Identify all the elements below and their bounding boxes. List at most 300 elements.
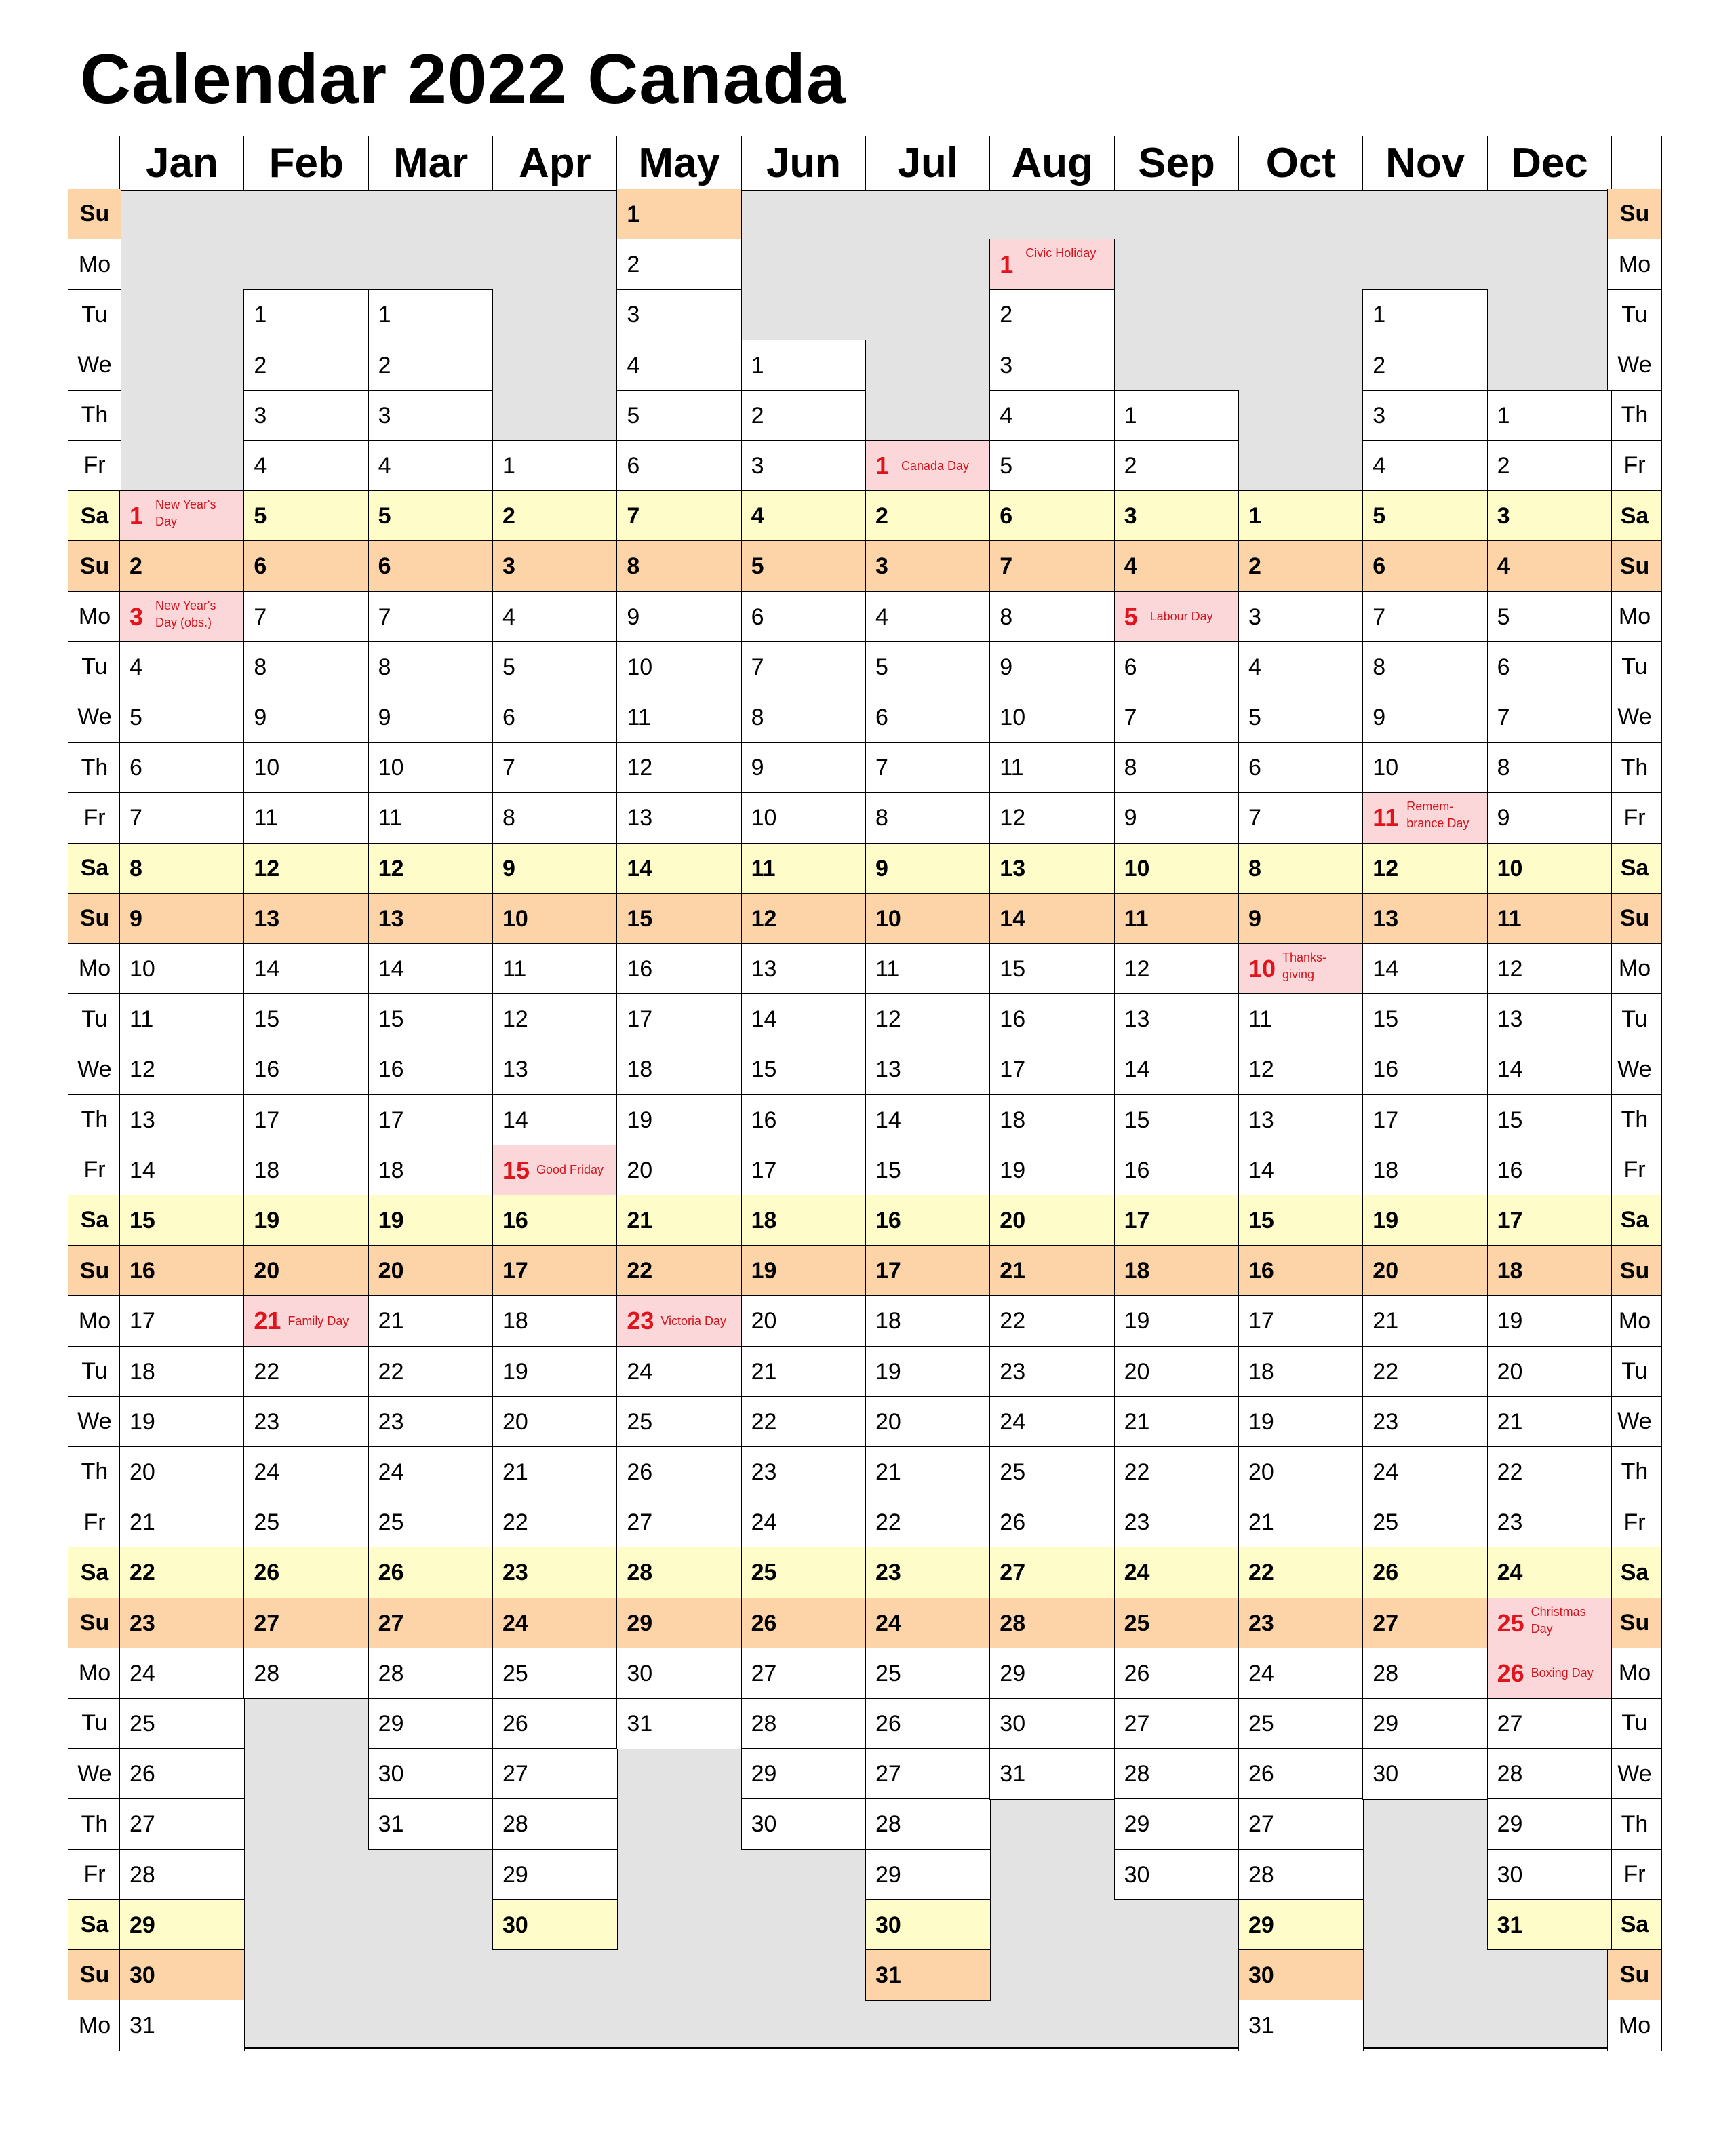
day-cell[interactable] xyxy=(865,1698,991,1749)
day-cell[interactable] xyxy=(1238,1949,1364,2001)
day-cell[interactable] xyxy=(1238,1396,1364,1448)
day-cell[interactable] xyxy=(1114,1648,1240,1699)
day-cell[interactable] xyxy=(616,993,742,1045)
day-cell[interactable] xyxy=(368,340,494,391)
day-cell[interactable] xyxy=(492,1598,618,1649)
day-cell[interactable] xyxy=(119,1798,245,1850)
day-cell[interactable] xyxy=(368,591,494,643)
day-cell[interactable] xyxy=(741,641,867,693)
day-cell[interactable] xyxy=(492,1195,618,1246)
day-cell[interactable] xyxy=(368,893,494,945)
day-cell[interactable] xyxy=(119,893,245,945)
day-cell[interactable] xyxy=(865,1245,991,1296)
day-cell[interactable] xyxy=(989,289,1115,340)
day-cell[interactable] xyxy=(616,490,742,542)
day-cell[interactable] xyxy=(368,792,494,844)
day-cell[interactable] xyxy=(368,692,494,743)
day-cell[interactable] xyxy=(368,1295,494,1347)
day-cell[interactable] xyxy=(119,843,245,894)
day-cell[interactable] xyxy=(1114,1295,1240,1347)
holiday-cell[interactable] xyxy=(119,591,245,643)
day-cell[interactable] xyxy=(1362,490,1488,542)
day-cell[interactable] xyxy=(616,1648,742,1699)
day-cell[interactable] xyxy=(865,843,991,894)
day-cell[interactable] xyxy=(243,1346,369,1398)
day-cell[interactable] xyxy=(492,1899,618,1951)
day-cell[interactable] xyxy=(741,340,867,391)
day-cell[interactable] xyxy=(1362,340,1488,391)
day-cell[interactable] xyxy=(492,641,618,693)
day-cell[interactable] xyxy=(741,1346,867,1398)
day-cell[interactable] xyxy=(1238,1044,1364,1095)
day-cell[interactable] xyxy=(243,1497,369,1548)
day-cell[interactable] xyxy=(1114,390,1240,441)
day-cell[interactable] xyxy=(119,993,245,1045)
day-cell[interactable] xyxy=(865,943,991,995)
day-cell[interactable] xyxy=(616,1195,742,1246)
day-cell[interactable] xyxy=(989,742,1115,793)
day-cell[interactable] xyxy=(989,1598,1115,1649)
day-cell[interactable] xyxy=(492,1798,618,1850)
day-cell[interactable] xyxy=(368,289,494,340)
day-cell[interactable] xyxy=(741,1497,867,1548)
day-cell[interactable] xyxy=(243,893,369,945)
day-cell[interactable] xyxy=(865,1648,991,1699)
day-cell[interactable] xyxy=(1114,1044,1240,1095)
day-cell[interactable] xyxy=(1362,742,1488,793)
day-cell[interactable] xyxy=(989,340,1115,391)
day-cell[interactable] xyxy=(119,1145,245,1196)
day-cell[interactable] xyxy=(989,1547,1115,1598)
day-cell[interactable] xyxy=(989,1648,1115,1699)
holiday-cell[interactable] xyxy=(1114,591,1240,643)
day-cell[interactable] xyxy=(1362,1044,1488,1095)
day-cell[interactable] xyxy=(119,1497,245,1548)
day-cell[interactable] xyxy=(1114,843,1240,894)
day-cell[interactable] xyxy=(119,1396,245,1448)
day-cell[interactable] xyxy=(368,1598,494,1649)
day-cell[interactable] xyxy=(616,1346,742,1398)
day-cell[interactable] xyxy=(865,490,991,542)
day-cell[interactable] xyxy=(616,591,742,643)
day-cell[interactable] xyxy=(119,1849,245,1901)
day-cell[interactable] xyxy=(1238,641,1364,693)
day-cell[interactable] xyxy=(1114,540,1240,592)
day-cell[interactable] xyxy=(119,2000,245,2051)
day-cell[interactable] xyxy=(368,1698,494,1749)
day-cell[interactable] xyxy=(243,1094,369,1146)
day-cell[interactable] xyxy=(1238,1648,1364,1699)
holiday-cell[interactable] xyxy=(119,490,245,542)
day-cell[interactable] xyxy=(1238,1195,1364,1246)
holiday-cell[interactable] xyxy=(616,1295,742,1347)
day-cell[interactable] xyxy=(492,540,618,592)
day-cell[interactable] xyxy=(1487,1044,1613,1095)
day-cell[interactable] xyxy=(1114,1849,1240,1901)
day-cell[interactable] xyxy=(243,1446,369,1498)
day-cell[interactable] xyxy=(1487,440,1613,492)
day-cell[interactable] xyxy=(741,1245,867,1296)
day-cell[interactable] xyxy=(616,1446,742,1498)
day-cell[interactable] xyxy=(492,993,618,1045)
day-cell[interactable] xyxy=(1487,993,1613,1045)
day-cell[interactable] xyxy=(865,1798,991,1850)
day-cell[interactable] xyxy=(1487,1899,1613,1951)
day-cell[interactable] xyxy=(616,189,742,240)
day-cell[interactable] xyxy=(1238,692,1364,743)
day-cell[interactable] xyxy=(1362,993,1488,1045)
day-cell[interactable] xyxy=(1114,1145,1240,1196)
day-cell[interactable] xyxy=(243,742,369,793)
day-cell[interactable] xyxy=(1238,1849,1364,1901)
day-cell[interactable] xyxy=(119,1245,245,1296)
day-cell[interactable] xyxy=(1487,1849,1613,1901)
day-cell[interactable] xyxy=(1487,1094,1613,1146)
day-cell[interactable] xyxy=(243,943,369,995)
day-cell[interactable] xyxy=(616,641,742,693)
day-cell[interactable] xyxy=(368,490,494,542)
day-cell[interactable] xyxy=(368,1396,494,1448)
day-cell[interactable] xyxy=(989,993,1115,1045)
day-cell[interactable] xyxy=(1114,490,1240,542)
day-cell[interactable] xyxy=(1238,1698,1364,1749)
day-cell[interactable] xyxy=(616,943,742,995)
day-cell[interactable] xyxy=(1362,390,1488,441)
day-cell[interactable] xyxy=(119,1698,245,1749)
day-cell[interactable] xyxy=(1114,893,1240,945)
day-cell[interactable] xyxy=(741,943,867,995)
day-cell[interactable] xyxy=(616,340,742,391)
day-cell[interactable] xyxy=(1114,1094,1240,1146)
day-cell[interactable] xyxy=(741,692,867,743)
day-cell[interactable] xyxy=(119,540,245,592)
day-cell[interactable] xyxy=(1487,1245,1613,1296)
day-cell[interactable] xyxy=(1238,1748,1364,1800)
day-cell[interactable] xyxy=(492,1446,618,1498)
day-cell[interactable] xyxy=(865,1044,991,1095)
day-cell[interactable] xyxy=(243,289,369,340)
day-cell[interactable] xyxy=(368,1346,494,1398)
day-cell[interactable] xyxy=(1487,792,1613,844)
day-cell[interactable] xyxy=(119,1949,245,2001)
day-cell[interactable] xyxy=(741,440,867,492)
day-cell[interactable] xyxy=(119,742,245,793)
day-cell[interactable] xyxy=(243,1044,369,1095)
day-cell[interactable] xyxy=(865,591,991,643)
day-cell[interactable] xyxy=(119,1648,245,1699)
day-cell[interactable] xyxy=(989,893,1115,945)
day-cell[interactable] xyxy=(616,1547,742,1598)
day-cell[interactable] xyxy=(989,641,1115,693)
day-cell[interactable] xyxy=(1487,1346,1613,1398)
day-cell[interactable] xyxy=(989,1195,1115,1246)
day-cell[interactable] xyxy=(741,1195,867,1246)
day-cell[interactable] xyxy=(1362,1245,1488,1296)
day-cell[interactable] xyxy=(865,1346,991,1398)
day-cell[interactable] xyxy=(1487,692,1613,743)
day-cell[interactable] xyxy=(989,1346,1115,1398)
day-cell[interactable] xyxy=(1487,1497,1613,1548)
day-cell[interactable] xyxy=(865,1195,991,1246)
day-cell[interactable] xyxy=(1487,1396,1613,1448)
day-cell[interactable] xyxy=(368,1145,494,1196)
day-cell[interactable] xyxy=(1362,641,1488,693)
day-cell[interactable] xyxy=(865,742,991,793)
day-cell[interactable] xyxy=(989,1044,1115,1095)
day-cell[interactable] xyxy=(741,540,867,592)
day-cell[interactable] xyxy=(616,289,742,340)
day-cell[interactable] xyxy=(1238,742,1364,793)
day-cell[interactable] xyxy=(865,1849,991,1901)
day-cell[interactable] xyxy=(616,692,742,743)
day-cell[interactable] xyxy=(368,943,494,995)
day-cell[interactable] xyxy=(865,893,991,945)
day-cell[interactable] xyxy=(368,1446,494,1498)
day-cell[interactable] xyxy=(1114,641,1240,693)
day-cell[interactable] xyxy=(1238,843,1364,894)
day-cell[interactable] xyxy=(243,591,369,643)
holiday-cell[interactable] xyxy=(865,440,991,492)
day-cell[interactable] xyxy=(368,641,494,693)
day-cell[interactable] xyxy=(1362,440,1488,492)
day-cell[interactable] xyxy=(1362,1195,1488,1246)
day-cell[interactable] xyxy=(616,1094,742,1146)
day-cell[interactable] xyxy=(492,1698,618,1749)
day-cell[interactable] xyxy=(1362,1547,1488,1598)
day-cell[interactable] xyxy=(1238,591,1364,643)
day-cell[interactable] xyxy=(616,1698,742,1749)
day-cell[interactable] xyxy=(119,1547,245,1598)
day-cell[interactable] xyxy=(989,1145,1115,1196)
day-cell[interactable] xyxy=(368,1195,494,1246)
day-cell[interactable] xyxy=(119,1346,245,1398)
day-cell[interactable] xyxy=(989,440,1115,492)
day-cell[interactable] xyxy=(1362,1346,1488,1398)
day-cell[interactable] xyxy=(1362,1648,1488,1699)
day-cell[interactable] xyxy=(243,1648,369,1699)
day-cell[interactable] xyxy=(741,1446,867,1498)
day-cell[interactable] xyxy=(989,390,1115,441)
day-cell[interactable] xyxy=(1487,1748,1613,1800)
day-cell[interactable] xyxy=(1238,540,1364,592)
day-cell[interactable] xyxy=(616,1245,742,1296)
day-cell[interactable] xyxy=(865,1949,991,2001)
day-cell[interactable] xyxy=(243,1195,369,1246)
day-cell[interactable] xyxy=(616,742,742,793)
day-cell[interactable] xyxy=(1238,1547,1364,1598)
day-cell[interactable] xyxy=(741,591,867,643)
day-cell[interactable] xyxy=(1114,943,1240,995)
day-cell[interactable] xyxy=(119,1295,245,1347)
day-cell[interactable] xyxy=(1487,1145,1613,1196)
day-cell[interactable] xyxy=(243,792,369,844)
day-cell[interactable] xyxy=(243,1396,369,1448)
day-cell[interactable] xyxy=(865,1295,991,1347)
day-cell[interactable] xyxy=(492,843,618,894)
day-cell[interactable] xyxy=(989,1245,1115,1296)
holiday-cell[interactable] xyxy=(989,239,1115,290)
day-cell[interactable] xyxy=(616,1044,742,1095)
day-cell[interactable] xyxy=(616,1396,742,1448)
day-cell[interactable] xyxy=(243,641,369,693)
day-cell[interactable] xyxy=(1114,792,1240,844)
day-cell[interactable] xyxy=(741,1748,867,1800)
day-cell[interactable] xyxy=(119,641,245,693)
day-cell[interactable] xyxy=(1362,289,1488,340)
day-cell[interactable] xyxy=(616,440,742,492)
day-cell[interactable] xyxy=(1238,1295,1364,1347)
day-cell[interactable] xyxy=(865,1547,991,1598)
day-cell[interactable] xyxy=(616,239,742,290)
day-cell[interactable] xyxy=(741,1698,867,1749)
day-cell[interactable] xyxy=(492,440,618,492)
day-cell[interactable] xyxy=(119,1446,245,1498)
day-cell[interactable] xyxy=(1114,1698,1240,1749)
day-cell[interactable] xyxy=(616,792,742,844)
day-cell[interactable] xyxy=(1487,540,1613,592)
day-cell[interactable] xyxy=(1487,1698,1613,1749)
day-cell[interactable] xyxy=(1114,1396,1240,1448)
day-cell[interactable] xyxy=(989,540,1115,592)
day-cell[interactable] xyxy=(1114,1346,1240,1398)
day-cell[interactable] xyxy=(492,1547,618,1598)
day-cell[interactable] xyxy=(119,1094,245,1146)
day-cell[interactable] xyxy=(243,843,369,894)
day-cell[interactable] xyxy=(243,1547,369,1598)
day-cell[interactable] xyxy=(492,1849,618,1901)
day-cell[interactable] xyxy=(368,1497,494,1548)
day-cell[interactable] xyxy=(368,1748,494,1800)
holiday-cell[interactable] xyxy=(243,1295,369,1347)
day-cell[interactable] xyxy=(1114,1446,1240,1498)
day-cell[interactable] xyxy=(1238,2000,1364,2051)
day-cell[interactable] xyxy=(1238,1245,1364,1296)
day-cell[interactable] xyxy=(741,843,867,894)
day-cell[interactable] xyxy=(865,792,991,844)
day-cell[interactable] xyxy=(1362,1094,1488,1146)
day-cell[interactable] xyxy=(865,1396,991,1448)
holiday-cell[interactable] xyxy=(1487,1648,1613,1699)
day-cell[interactable] xyxy=(1238,1497,1364,1548)
day-cell[interactable] xyxy=(865,1899,991,1951)
day-cell[interactable] xyxy=(492,1245,618,1296)
day-cell[interactable] xyxy=(119,792,245,844)
day-cell[interactable] xyxy=(989,1698,1115,1749)
day-cell[interactable] xyxy=(989,1295,1115,1347)
day-cell[interactable] xyxy=(1362,1598,1488,1649)
day-cell[interactable] xyxy=(492,792,618,844)
day-cell[interactable] xyxy=(616,1598,742,1649)
day-cell[interactable] xyxy=(865,1497,991,1548)
day-cell[interactable] xyxy=(492,692,618,743)
day-cell[interactable] xyxy=(1114,1497,1240,1548)
day-cell[interactable] xyxy=(119,1044,245,1095)
day-cell[interactable] xyxy=(243,1598,369,1649)
day-cell[interactable] xyxy=(492,893,618,945)
day-cell[interactable] xyxy=(1114,692,1240,743)
day-cell[interactable] xyxy=(1362,591,1488,643)
day-cell[interactable] xyxy=(119,1195,245,1246)
day-cell[interactable] xyxy=(741,1044,867,1095)
day-cell[interactable] xyxy=(616,843,742,894)
day-cell[interactable] xyxy=(616,893,742,945)
day-cell[interactable] xyxy=(865,641,991,693)
day-cell[interactable] xyxy=(616,1145,742,1196)
day-cell[interactable] xyxy=(741,1094,867,1146)
day-cell[interactable] xyxy=(243,390,369,441)
day-cell[interactable] xyxy=(368,1798,494,1850)
day-cell[interactable] xyxy=(492,742,618,793)
day-cell[interactable] xyxy=(865,1094,991,1146)
day-cell[interactable] xyxy=(1114,1195,1240,1246)
day-cell[interactable] xyxy=(368,742,494,793)
day-cell[interactable] xyxy=(1238,893,1364,945)
day-cell[interactable] xyxy=(1362,540,1488,592)
day-cell[interactable] xyxy=(1238,1899,1364,1951)
day-cell[interactable] xyxy=(119,1748,245,1800)
day-cell[interactable] xyxy=(989,692,1115,743)
day-cell[interactable] xyxy=(865,993,991,1045)
day-cell[interactable] xyxy=(368,1648,494,1699)
day-cell[interactable] xyxy=(741,1396,867,1448)
day-cell[interactable] xyxy=(492,1748,618,1800)
day-cell[interactable] xyxy=(1114,1547,1240,1598)
day-cell[interactable] xyxy=(492,943,618,995)
day-cell[interactable] xyxy=(1238,792,1364,844)
day-cell[interactable] xyxy=(1362,692,1488,743)
day-cell[interactable] xyxy=(865,692,991,743)
day-cell[interactable] xyxy=(1238,1598,1364,1649)
day-cell[interactable] xyxy=(989,591,1115,643)
day-cell[interactable] xyxy=(1238,1145,1364,1196)
day-cell[interactable] xyxy=(989,792,1115,844)
day-cell[interactable] xyxy=(492,1396,618,1448)
day-cell[interactable] xyxy=(1362,1497,1488,1548)
day-cell[interactable] xyxy=(989,1446,1115,1498)
day-cell[interactable] xyxy=(368,993,494,1045)
day-cell[interactable] xyxy=(741,792,867,844)
day-cell[interactable] xyxy=(368,1094,494,1146)
day-cell[interactable] xyxy=(1362,1446,1488,1498)
day-cell[interactable] xyxy=(741,1648,867,1699)
day-cell[interactable] xyxy=(1238,993,1364,1045)
day-cell[interactable] xyxy=(616,390,742,441)
day-cell[interactable] xyxy=(492,1346,618,1398)
day-cell[interactable] xyxy=(1362,893,1488,945)
day-cell[interactable] xyxy=(1487,490,1613,542)
day-cell[interactable] xyxy=(492,591,618,643)
holiday-cell[interactable] xyxy=(1487,1598,1613,1649)
day-cell[interactable] xyxy=(492,1295,618,1347)
day-cell[interactable] xyxy=(865,1446,991,1498)
day-cell[interactable] xyxy=(368,1044,494,1095)
day-cell[interactable] xyxy=(989,1748,1115,1800)
day-cell[interactable] xyxy=(1487,390,1613,441)
day-cell[interactable] xyxy=(989,943,1115,995)
day-cell[interactable] xyxy=(243,340,369,391)
day-cell[interactable] xyxy=(492,490,618,542)
day-cell[interactable] xyxy=(1487,1547,1613,1598)
day-cell[interactable] xyxy=(741,1295,867,1347)
day-cell[interactable] xyxy=(1362,1145,1488,1196)
day-cell[interactable] xyxy=(865,1748,991,1800)
day-cell[interactable] xyxy=(1362,1748,1488,1800)
day-cell[interactable] xyxy=(1362,1396,1488,1448)
day-cell[interactable] xyxy=(865,540,991,592)
day-cell[interactable] xyxy=(243,1145,369,1196)
day-cell[interactable] xyxy=(1487,1446,1613,1498)
day-cell[interactable] xyxy=(1362,1295,1488,1347)
